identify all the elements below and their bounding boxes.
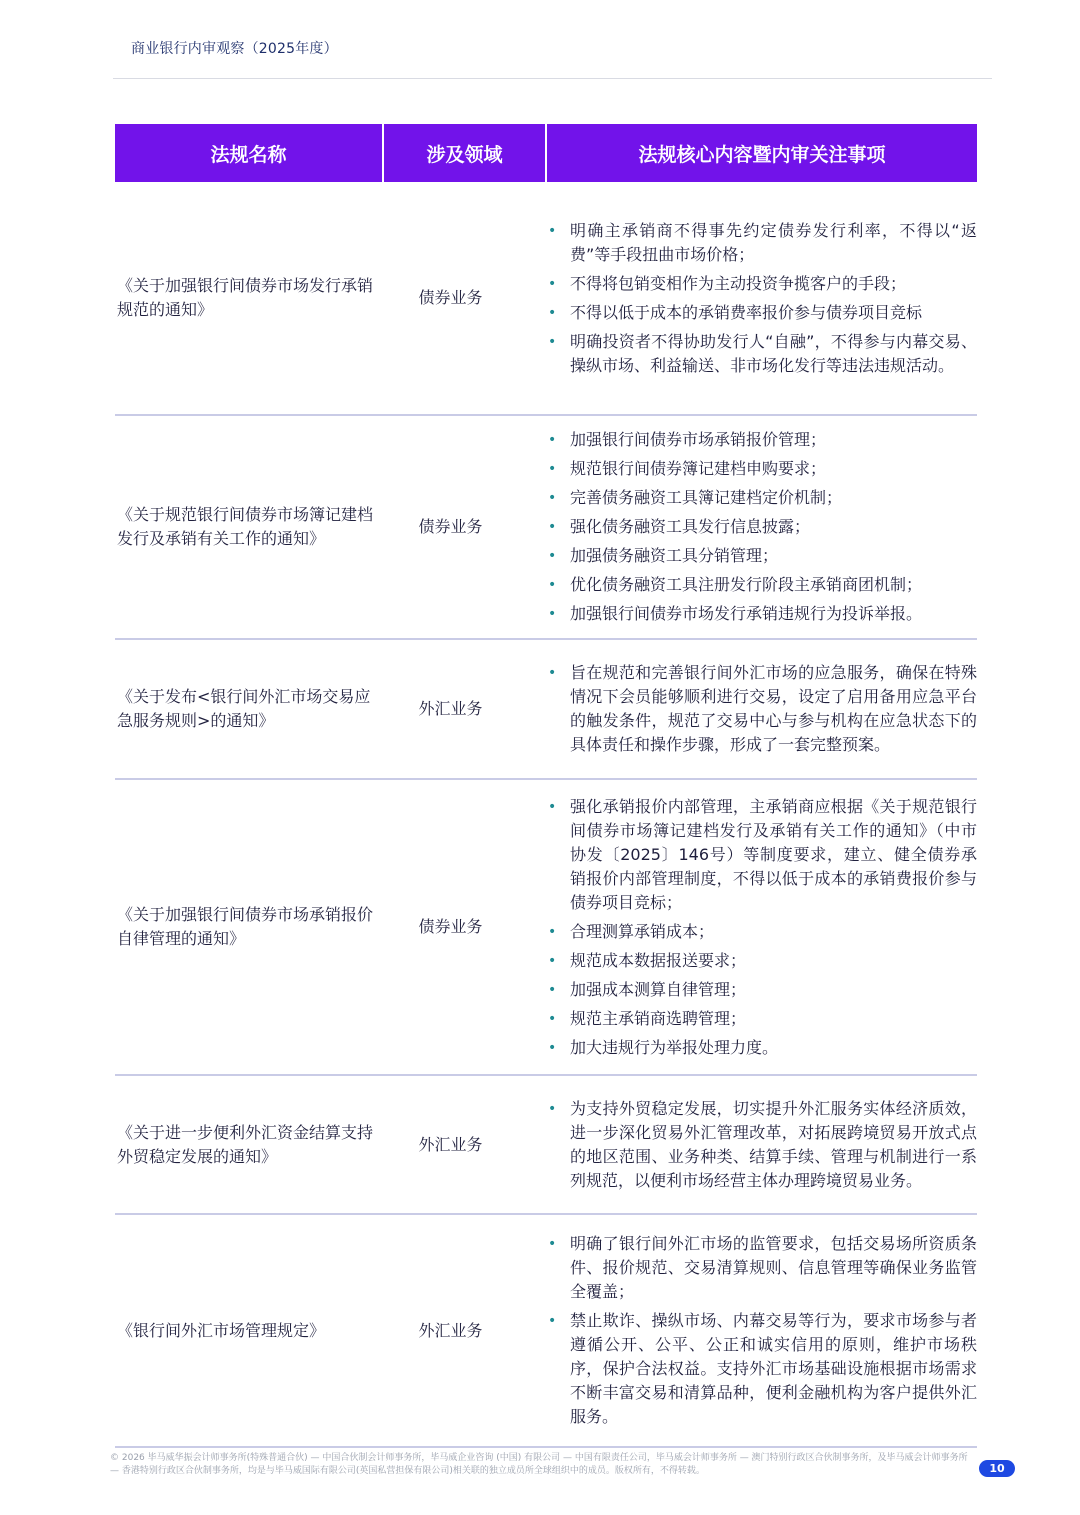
key-point-text: 明确投资者不得协助发行人“自融”，不得参与内幕交易、操纵市场、利益输送、非市场化发行等违法违规活动。 (570, 331, 977, 375)
key-point-text: 加强成本测算自律管理； (570, 979, 747, 999)
key-point-item (546, 301, 977, 325)
table-row (115, 1214, 977, 1447)
bullet-icon: • (548, 1010, 557, 1027)
bullet-icon: • (548, 1039, 557, 1056)
key-point-text: 强化债务融资工具发行信息披露； (570, 517, 811, 536)
key-point-text: 完善债务融资工具簿记建档定价机制； (570, 488, 843, 507)
core-content-cell (546, 182, 977, 415)
bullet-icon: • (548, 222, 557, 239)
key-points-list (546, 219, 977, 378)
column-header-domain: 涉及领域 (383, 124, 546, 182)
key-points-list (546, 428, 977, 626)
copyright-footer: © 2026 毕马威华振会计师事务所(特殊普通合伙) — 中国合伙制会计师事务所，毕马威企业咨询 (中国) 有限公司 — 中国有限责任公司，毕马威会计师事务所 — 澳门特别行政区合伙制事务所，及毕马威会计师事务所 — 香港特别行政区合伙制事务所，均是与毕马威国际有限公司(英国私营担保有限公司)相关联的独立成员所全球组织中的成员。版权所有，不得转载。 (110, 1453, 968, 1476)
table-header (115, 124, 977, 182)
bullet-icon: • (548, 952, 557, 969)
table-row (115, 1075, 977, 1214)
key-point-text: 加强债务融资工具分销管理； (570, 546, 779, 565)
key-point-item (546, 1007, 977, 1031)
bullet-icon: • (548, 606, 557, 622)
page-number-badge: 10 (979, 1460, 1015, 1477)
key-point-item (546, 272, 977, 296)
key-point-text: 合理测算承销成本； (570, 921, 715, 941)
key-points-list (546, 1232, 977, 1429)
bullet-icon: • (548, 333, 557, 350)
key-point-item (546, 330, 977, 378)
column-header-regulation-name: 法规名称 (115, 124, 383, 182)
key-point-text: 禁止欺诈、操纵市场、内幕交易等行为，要求市场参与者遵循公开、公平、公正和诚实信用的原则，维护市场秩序，保护合法权益。支持外汇市场基础设施根据市场需求不断丰富交易和清算品种，便利金融机构为客户提供外汇服务。 (570, 1311, 977, 1426)
bullet-icon: • (548, 981, 557, 998)
bullet-icon: • (548, 923, 557, 940)
regulation-name-cell: 《银行间外汇市场管理规定》 (115, 1214, 383, 1447)
core-content-cell (546, 415, 977, 639)
key-point-item (546, 1309, 977, 1429)
table-body (115, 182, 977, 1447)
domain-cell: 外汇业务 (383, 1075, 546, 1214)
key-point-item (546, 1232, 977, 1304)
column-header-core-content: 法规核心内容暨内审关注事项 (546, 124, 977, 182)
key-point-item (546, 949, 977, 973)
key-point-item (546, 920, 977, 944)
key-point-item (546, 544, 977, 568)
key-points-list (546, 1097, 977, 1193)
header-divider (113, 78, 992, 79)
key-point-item (546, 1097, 977, 1193)
bullet-icon: • (548, 548, 557, 564)
key-point-item (546, 661, 977, 757)
key-point-text: 规范主承销商选聘管理； (570, 1008, 747, 1028)
regulation-name-cell: 《关于进一步便利外汇资金结算支持外贸稳定发展的通知》 (115, 1075, 383, 1214)
bullet-icon: • (548, 1313, 557, 1329)
key-point-text: 不得以低于成本的承销费率报价参与债券项目竞标 (570, 302, 923, 322)
table-row (115, 779, 977, 1075)
table-header-row (115, 124, 977, 182)
core-content-cell (546, 779, 977, 1075)
bullet-icon: • (548, 432, 557, 448)
key-point-text: 加强银行间债券市场发行承销违规行为投诉举报。 (570, 604, 923, 623)
key-point-text: 不得将包销变相作为主动投资争揽客户的手段； (570, 273, 907, 293)
table-row (115, 182, 977, 415)
key-point-item (546, 457, 977, 481)
key-point-text: 为支持外贸稳定发展，切实提升外汇服务实体经济质效，进一步深化贸易外汇管理改革，对拓展跨境贸易开放式点的地区范围、业务种类、结算手续、管理与机制进行一系列规范，以便利市场经营主体办理跨境贸易业务。 (570, 1098, 977, 1190)
domain-cell: 债券业务 (383, 182, 546, 415)
domain-cell: 债券业务 (383, 415, 546, 639)
regulation-name-cell: 《关于加强银行间债券市场发行承销规范的通知》 (115, 182, 383, 415)
bullet-icon: • (548, 490, 557, 506)
key-point-item (546, 486, 977, 510)
key-points-list (546, 795, 977, 1060)
table-row (115, 415, 977, 639)
domain-cell: 外汇业务 (383, 639, 546, 779)
bullet-icon: • (548, 1236, 557, 1252)
regulations-table (115, 124, 977, 1448)
core-content-cell (546, 1075, 977, 1214)
bullet-icon: • (548, 304, 557, 321)
key-point-item (546, 1036, 977, 1060)
key-point-item (546, 428, 977, 452)
core-content-cell (546, 639, 977, 779)
key-point-text: 明确了银行间外汇市场的监管要求，包括交易场所资质条件、报价规范、交易清算规则、信息管理等确保业务监管全覆盖； (570, 1234, 977, 1301)
bullet-icon: • (548, 519, 557, 535)
bullet-icon: • (548, 461, 557, 477)
key-point-text: 旨在规范和完善银行间外汇市场的应急服务，确保在特殊情况下会员能够顺利进行交易，设定了启用备用应急平台的触发条件，规范了交易中心与参与机构在应急状态下的具体责任和操作步骤，形成了一套完整预案。 (570, 663, 977, 754)
key-point-item (546, 795, 977, 915)
bullet-icon: • (548, 798, 557, 815)
key-point-text: 加强银行间债券市场承销报价管理； (570, 430, 827, 449)
key-point-item (546, 515, 977, 539)
bullet-icon: • (548, 665, 557, 681)
key-point-text: 明确主承销商不得事先约定债券发行利率，不得以“返费”等手段扭曲市场价格； (570, 220, 977, 264)
domain-cell: 债券业务 (383, 779, 546, 1075)
key-point-item (546, 602, 977, 626)
regulation-name-cell: 《关于加强银行间债券市场承销报价自律管理的通知》 (115, 779, 383, 1075)
key-point-item (546, 978, 977, 1002)
bullet-icon: • (548, 577, 557, 593)
regulation-name-cell: 《关于规范银行间债券市场簿记建档发行及承销有关工作的通知》 (115, 415, 383, 639)
domain-cell: 外汇业务 (383, 1214, 546, 1447)
core-content-cell (546, 1214, 977, 1447)
key-point-text: 加大违规行为举报处理力度。 (570, 1037, 779, 1057)
key-point-item (546, 573, 977, 597)
key-point-text: 规范成本数据报送要求； (570, 950, 747, 970)
bullet-icon: • (548, 275, 557, 292)
key-point-item (546, 219, 977, 267)
key-point-text: 规范银行间债券簿记建档申购要求； (570, 459, 827, 478)
key-point-text: 优化债务融资工具注册发行阶段主承销商团机制； (570, 575, 923, 594)
key-point-text: 强化承销报价内部管理，主承销商应根据《关于规范银行间债券市场簿记建档发行及承销有关工作的通知》（中市协发〔2025〕146号）等制度要求，建立、健全债券承销报价内部管理制度，不得以低于成本的承销费报价参与债券项目竞标； (570, 796, 977, 912)
regulation-name-cell: 《关于发布<银行间外汇市场交易应急服务规则>的通知》 (115, 639, 383, 779)
key-points-list (546, 661, 977, 757)
table-row (115, 639, 977, 779)
document-header-title: 商业银行内审观察（2025年度） (131, 41, 338, 57)
bullet-icon: • (548, 1100, 557, 1117)
